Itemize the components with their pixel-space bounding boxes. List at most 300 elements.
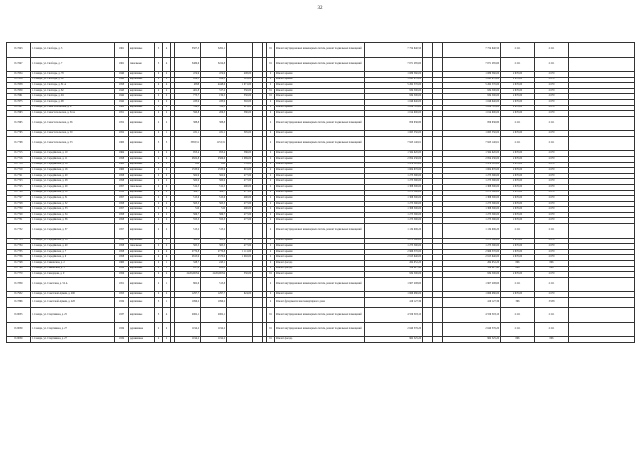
cell-mat: деревянные (129, 322, 155, 337)
cell-total: 419 127,36 (443, 297, 501, 308)
cell-fl: 2 (155, 218, 163, 224)
cell-id: П-7695 (7, 116, 31, 131)
cell-id: П-7656 (7, 77, 31, 83)
cell-s2: 2 670 (535, 255, 569, 261)
cell-year: 1960 (115, 136, 129, 151)
cell-cost: 1 636 710,00 (365, 105, 423, 111)
table-row (7, 224, 635, 239)
cell-u1: 1 092,00 (227, 255, 253, 261)
cell-num: 2 (267, 292, 275, 298)
cell-year: 1960 (115, 105, 129, 111)
cell-liv: 555,3 (201, 218, 227, 224)
cell-u1 (227, 57, 253, 72)
cell-work: Ремонт внутридомовых инженерных систем, ремонт подвальных помещений (275, 116, 365, 131)
cell-fl: 4 (155, 83, 163, 89)
cell-ar: 474,9 (175, 72, 201, 78)
cell-total: 264 952,20 (443, 260, 501, 266)
cell-cost: 1 046 640,00 (365, 99, 423, 105)
cell-year: 1956 (115, 272, 129, 278)
cell-cost: 1 476 510,00 (365, 162, 423, 168)
cell-work: Ремонт крыши (275, 244, 365, 250)
cell-cost: 1 273 590,00 (365, 212, 423, 218)
cell-cost: 7 923 140,61 (365, 136, 423, 151)
cell-mat: кирпичные (129, 72, 155, 78)
cell-total: 962 525,20 (443, 337, 501, 343)
table-row (7, 57, 635, 72)
cell-mat: кирпичные (129, 308, 155, 323)
cell-s1: 2 670,00 (501, 156, 535, 162)
cell-addr: г. Самара, ул. Середёвская, д. 34 (31, 212, 115, 218)
cell-s2: 2 211 (535, 116, 569, 131)
cell-num: 2 (267, 224, 275, 239)
cell-s1: 2 670,00 (501, 249, 535, 255)
cell-liv: 243,1 (201, 260, 227, 266)
cell-ar: 3469,6 (175, 57, 201, 72)
cell-s1: 806 (501, 266, 535, 272)
cell-addr: г. Самара, ул. Спортивная, д. 25 (31, 308, 115, 323)
cell-year: 1942 (115, 99, 129, 105)
cell-s2: 2 211 (535, 136, 569, 151)
cell-id: П-7659 (7, 88, 31, 94)
cell-cost: 1 308 300,00 (365, 196, 423, 202)
cell-fl: 3 (155, 297, 163, 308)
cell-year: 1958 (115, 212, 129, 218)
cell-fl: 3 (155, 136, 163, 151)
cell-year: 1957 (115, 196, 129, 202)
cell-ar: 2822,8 (175, 156, 201, 162)
cell-cost: 1 043 970,00 (365, 77, 423, 83)
cell-work: Ремонт крыши (275, 162, 365, 168)
cell-total: 2 966 370,00 (443, 249, 501, 255)
cell-c2 (433, 43, 443, 58)
cell-ar: 560,9 (175, 179, 201, 185)
cell-ar: 566,7 (175, 190, 201, 196)
cell-num: 2 (267, 83, 275, 89)
cell-cost: 2 854 230,00 (365, 156, 423, 162)
cell-addr: г. Самара, ул. Свободы, д. 80 (31, 77, 115, 83)
cell-num: 2 (267, 162, 275, 168)
cell-id: П-7866 (7, 297, 31, 308)
cell-total: 7 671 285,60 (443, 57, 501, 72)
cell-ar: 461,8 (175, 88, 201, 94)
cell-work: Ремонт фасада (275, 266, 365, 272)
cell-s2: 2 670 (535, 83, 569, 89)
cell-liv: 566,7 (201, 190, 227, 196)
cell-total: 1 134 906,20 (443, 224, 501, 239)
cell-total: 1 043 970,00 (443, 77, 501, 83)
cell-ar: 3507,3 (175, 43, 201, 58)
cell-addr: г. Самара, ул. Середёвская, д. 30 (31, 190, 115, 196)
cell-addr: г. Самара, ул. Севастопольская, д. 36 (31, 116, 115, 131)
cell-c1 (423, 297, 433, 308)
cell-c2 (433, 297, 443, 308)
cell-c2 (433, 57, 443, 72)
cell-mat: кирпичные (129, 83, 155, 89)
cell-en: 2 (163, 292, 171, 298)
cell-id: П-7693 (7, 111, 31, 117)
cell-empty (253, 297, 263, 308)
cell-s1: 2 670,00 (501, 207, 535, 213)
cell-total: 1 046 640,00 (443, 99, 501, 105)
cell-ar: 510 (175, 207, 201, 213)
cell-year: 1960 (115, 162, 129, 168)
cell-work: Ремонт крыши (275, 207, 365, 213)
cell-fl: 2 (155, 131, 163, 137)
cell-mat: кирпичные (129, 292, 155, 298)
cell-year: 1952 (115, 131, 129, 137)
cell-en: 4 (163, 249, 171, 255)
cell-ar: 431,1 (175, 131, 201, 137)
cell-fl: 2 (155, 266, 163, 272)
cell-s1: 396 (501, 297, 535, 308)
cell-fl: 2 (155, 173, 163, 179)
cell-num: 2 (267, 116, 275, 131)
cell-num: 2 (267, 105, 275, 111)
cell-mat: кирпичные (129, 266, 155, 272)
cell-year: 1942 (115, 77, 129, 83)
cell-mat: кирпичные (129, 179, 155, 185)
cell-work: Ремонт крыши (275, 218, 365, 224)
cell-en: 2 (163, 94, 171, 100)
cell-total: 1 636 710,00 (443, 105, 501, 111)
cell-year: 1958 (115, 190, 129, 196)
cell-cost: 1 273 590,00 (365, 218, 423, 224)
cell-fl: 2 (155, 190, 163, 196)
cell-liv: 206,3 (201, 111, 227, 117)
cell-addr: г. Самара, ул. Свободы, д. 81 А (31, 83, 115, 89)
cell-c2 (433, 224, 443, 239)
cell-s1: 2 670,00 (501, 105, 535, 111)
cell-mat: кирпичные (129, 105, 155, 111)
cell-liv: 317,2 (201, 88, 227, 94)
cell-s1: 2 211 (501, 308, 535, 323)
repair-register-table (6, 42, 635, 343)
cell-empty (569, 322, 635, 337)
cell-cost: 934 500,00 (365, 272, 423, 278)
cell-total: 7 754 640,50 (443, 43, 501, 58)
cell-s1: 2 670,00 (501, 83, 535, 89)
cell-total: 1 273 590,00 (443, 238, 501, 244)
cell-s1: 2 211 (501, 322, 535, 337)
cell-total: 1 666 080,00 (443, 292, 501, 298)
cell-work: Ремонт крыши (275, 111, 365, 117)
cell-s1: 2 670,00 (501, 190, 535, 196)
cell-cost: 1 134 906,20 (365, 224, 423, 239)
cell-addr: г. Самара, ул. Середёвская, д. 28 (31, 179, 115, 185)
cell-addr: г. Самара, ул. Советской Армии, д. 228 (31, 297, 115, 308)
cell-cost: 419 127,36 (365, 297, 423, 308)
cell-total: 1 308 300,00 (443, 207, 501, 213)
cell-work: Ремонт крыши (275, 77, 365, 83)
cell-num: 91 (267, 272, 275, 278)
cell-mat: кирпичные (129, 201, 155, 207)
cell-total: 859 636,80 (443, 116, 501, 131)
cell-cost: 7 754 640,50 (365, 43, 423, 58)
table-row (7, 116, 635, 131)
cell-cost: 1 273 590,00 (365, 201, 423, 207)
cell-id: П-7726 (7, 190, 31, 196)
cell-total: 336 827,40 (443, 266, 501, 272)
cell-addr: г. Самара, ул. Середёвская, д. 31 (31, 196, 115, 202)
cell-s1: 2 670,00 (501, 99, 535, 105)
cell-en: 2 (163, 151, 171, 157)
cell-addr: г. Самара, ул. Середёвская, д. 33 (31, 207, 115, 213)
cell-s2: 2 670 (535, 201, 569, 207)
cell-num: 91 (267, 308, 275, 323)
cell-en: 2 (163, 77, 171, 83)
cell-liv: 519,5 (201, 105, 227, 111)
cell-ar: 4858 (175, 83, 201, 89)
cell-en: 2 (163, 244, 171, 250)
cell-mat: панельные (129, 57, 155, 72)
cell-liv: 1153,31 (201, 136, 227, 151)
cell-id: П-7716 (7, 156, 31, 162)
cell-empty (569, 136, 635, 151)
cell-s2: 2 670 (535, 218, 569, 224)
cell-liv: 1297,7 (201, 292, 227, 298)
cell-work: Ремонт крыши (275, 184, 365, 190)
cell-cost: 934 500,00 (365, 88, 423, 94)
cell-en: 2 (163, 99, 171, 105)
cell-mat: кирпичные (129, 151, 155, 157)
cell-ar: 433,9 (175, 99, 201, 105)
table-row (7, 308, 635, 323)
cell-s2: 2 670 (535, 151, 569, 157)
cell-s2: 2 670 (535, 168, 569, 174)
cell-en: 2 (163, 207, 171, 213)
cell-fl: 2 (155, 224, 163, 239)
cell-u1: 477,00 (227, 218, 253, 224)
cell-id: П-7728 (7, 201, 31, 207)
cell-mat: кирпичные (129, 249, 155, 255)
cell-liv: 1194,2 (201, 337, 227, 343)
cell-mat: кирпичные (129, 136, 155, 151)
cell-u1: 1 069,00 (227, 156, 253, 162)
cell-s1: 2 670,00 (501, 173, 535, 179)
cell-fl: 2 (155, 272, 163, 278)
cell-c1 (423, 308, 433, 323)
cell-work: Ремонт крыши (275, 201, 365, 207)
cell-addr: г. Самара, ул. Середёвская, д. 32 (31, 201, 115, 207)
cell-id: П-7715 (7, 151, 31, 157)
cell-work: Ремонт внутридомовых инженерных систем, ремонт подвальных помещений (275, 43, 365, 58)
cell-en: 2 (163, 72, 171, 78)
cell-en: 4 (163, 255, 171, 261)
cell-addr: г. Самара, ул. Середёвская, д. 10 (31, 151, 115, 157)
cell-fl: 2 (155, 116, 163, 131)
cell-u1: 601,00 (227, 168, 253, 174)
cell-s1: 2 670,00 (501, 184, 535, 190)
cell-num: 2 (267, 136, 275, 151)
cell-work: Ремонт фундамента многоквартирного дома (275, 297, 365, 308)
cell-u1 (227, 136, 253, 151)
cell-ar: 563,3 (175, 201, 201, 207)
cell-year: 1961 (115, 57, 129, 72)
cell-s2: 2 670 (535, 249, 569, 255)
cell-liv: 3262,1 (201, 43, 227, 58)
cell-num: 91 (267, 43, 275, 58)
cell-liv: 2570,9 (201, 255, 227, 261)
cell-fl: 2 (155, 196, 163, 202)
cell-s1: 2 211 (501, 136, 535, 151)
cell-s1: 806 (501, 337, 535, 343)
cell-total: 1 065 550,00 (443, 131, 501, 137)
cell-cost: 1 907 208,60 (365, 277, 423, 292)
cell-year: 1958 (115, 238, 129, 244)
cell-total: 1 273 590,00 (443, 201, 501, 207)
cell-u1: 586,00 (227, 151, 253, 157)
cell-en: 2 (163, 224, 171, 239)
cell-num: 91 (267, 322, 275, 337)
cell-s2: 2 670 (535, 156, 569, 162)
cell-u1: 391,00 (227, 77, 253, 83)
cell-num: 2 (267, 77, 275, 83)
cell-s2: 2 211 (535, 322, 569, 337)
cell-num: 91 (267, 57, 275, 72)
cell-en: 2 (163, 337, 171, 343)
cell-liv: 565,5 (201, 244, 227, 250)
cell-u1: 395,00 (227, 131, 253, 137)
cell-empty (569, 57, 635, 72)
table-row (7, 297, 635, 308)
cell-s2: 2 670 (535, 292, 569, 298)
cell-liv: 388,8 (201, 116, 227, 131)
cell-id: П-7725 (7, 184, 31, 190)
cell-addr: г. Самара, ул. Середёвская, д. 29 (31, 184, 115, 190)
cell-s1: 2 670,00 (501, 77, 535, 83)
cell-ar: 775,7 (175, 94, 201, 100)
cell-u1 (227, 337, 253, 343)
cell-s2: 2 670 (535, 111, 569, 117)
cell-c1 (423, 277, 433, 292)
cell-addr: г. Самара, ул. Середёвская, д. 40 (31, 244, 115, 250)
cell-id: П-8039 (7, 322, 31, 337)
cell-total: 1 308 300,00 (443, 196, 501, 202)
cell-mat: деревянные (129, 337, 155, 343)
cell-work: Ремонт крыши (275, 72, 365, 78)
cell-addr: г. Самара, ул. Свободы, д. 98 (31, 99, 115, 105)
cell-liv: 433,9 (201, 99, 227, 105)
cell-addr: г. Самара, ул. Середёвская, д. 14 (31, 162, 115, 168)
cell-u1: 408,00 (227, 72, 253, 78)
cell-id: П-7718 (7, 162, 31, 168)
cell-id: П-7732 (7, 224, 31, 239)
cell-ar: 555,3 (175, 218, 201, 224)
cell-c1 (423, 43, 433, 58)
cell-num: 2 (267, 255, 275, 261)
cell-id: П-7729 (7, 212, 31, 218)
cell-year: 1942 (115, 94, 129, 100)
cell-u1: 350,00 (227, 94, 253, 100)
cell-ar: 512,5 (175, 184, 201, 190)
cell-mat: панельные (129, 184, 155, 190)
cell-work: Ремонт крыши (275, 190, 365, 196)
cell-s2: 2 670 (535, 190, 569, 196)
page-number: 32 (317, 6, 323, 11)
cell-mat: кирпичные (129, 224, 155, 239)
cell-total: 1 273 590,00 (443, 218, 501, 224)
cell-total: 1 308 300,00 (443, 184, 501, 190)
cell-liv: 560,9 (201, 179, 227, 185)
cell-num: 2 (267, 244, 275, 250)
cell-year: 1958 (115, 255, 129, 261)
cell-addr: г. Самара, ул. Середёвская, д. 9 (31, 255, 115, 261)
cell-s1: 2 670,00 (501, 255, 535, 261)
cell-liv: 2566,6 (201, 156, 227, 162)
cell-s2: 2 670 (535, 207, 569, 213)
cell-u1 (227, 43, 253, 58)
cell-cost: 1 308 300,00 (365, 184, 423, 190)
cell-cost: 5 262 570,00 (365, 83, 423, 89)
cell-en: 4 (163, 83, 171, 89)
cell-total: 1 273 590,00 (443, 212, 501, 218)
cell-fl: 2 (155, 238, 163, 244)
cell-s1: 2 211 (501, 57, 535, 72)
cell-s1: 2 670,00 (501, 292, 535, 298)
cell-s1: 2 670,00 (501, 212, 535, 218)
cell-work: Ремонт крыши (275, 131, 365, 137)
cell-id: П-7770 (7, 272, 31, 278)
cell-fl: 2 (155, 277, 163, 292)
cell-s1: 2 670,00 (501, 238, 535, 244)
cell-cost: 264 952,20 (365, 260, 423, 266)
cell-cost: 4 559 303,10 (365, 308, 423, 323)
cell-id: П-7675 (7, 99, 31, 105)
cell-mat: кирпичные (129, 196, 155, 202)
cell-id: П-7719 (7, 168, 31, 174)
cell-total: 7 923 140,61 (443, 136, 501, 151)
cell-mat: кирпичные (129, 77, 155, 83)
cell-s2: 2 211 (535, 308, 569, 323)
cell-ar: 562,9 (175, 173, 201, 179)
cell-cost: 1 666 080,00 (365, 292, 423, 298)
cell-u1 (227, 277, 253, 292)
cell-en: 2 (163, 116, 171, 131)
cell-work: Ремонт внутридомовых инженерных систем, ремонт подвальных помещений (275, 277, 365, 292)
cell-fl: 2 (155, 77, 163, 83)
cell-en: 2 (163, 111, 171, 117)
cell-total: 1 907 208,60 (443, 277, 501, 292)
table-row (7, 43, 635, 58)
cell-fl: 2 (155, 72, 163, 78)
cell-ar: 862,6 (175, 277, 201, 292)
cell-num: 2 (267, 131, 275, 137)
cell-empty (253, 116, 263, 131)
cell-total: 2 915 640,00 (443, 255, 501, 261)
cell-s1: 2 670,00 (501, 272, 535, 278)
cell-mat: кирпичные (129, 88, 155, 94)
cell-fl: 2 (155, 151, 163, 157)
cell-u1: 477,00 (227, 244, 253, 250)
cell-c2 (433, 337, 443, 343)
cell-en: 2 (163, 168, 171, 174)
cell-c2 (433, 116, 443, 131)
cell-en: 2 (163, 190, 171, 196)
cell-year: 1961 (115, 43, 129, 58)
cell-fl: 2 (155, 244, 163, 250)
cell-c1 (423, 322, 433, 337)
cell-fl: 2 (155, 94, 163, 100)
cell-u1: 1 111,00 (227, 249, 253, 255)
cell-cost: 2 915 640,00 (365, 255, 423, 261)
cell-en: 2 (163, 88, 171, 94)
cell-empty (569, 277, 635, 292)
table-row (7, 136, 635, 151)
cell-id: П-7708 (7, 136, 31, 151)
cell-work: Ремонт крыши (275, 83, 365, 89)
cell-work: Ремонт фасада (275, 337, 365, 343)
cell-liv: 1194,2 (201, 322, 227, 337)
